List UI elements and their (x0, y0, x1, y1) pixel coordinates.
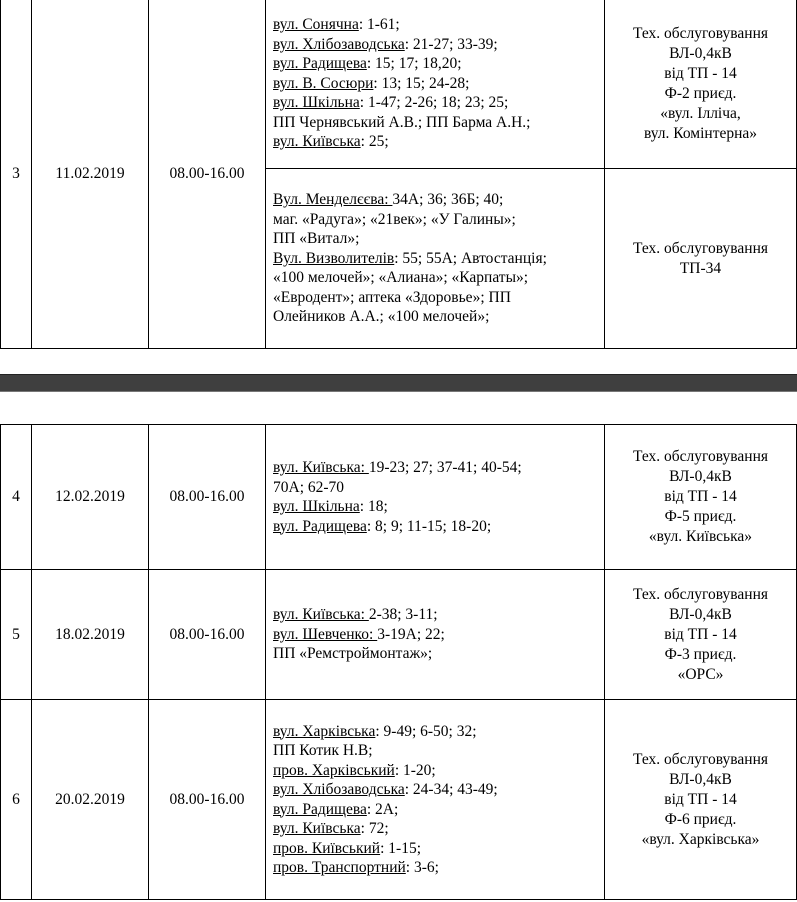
street-name: вул. Радищева (273, 800, 367, 818)
address-text: : 55; 55А; Автостанція; (394, 249, 547, 267)
street-name: пров. Харківський (273, 761, 395, 779)
address-cell (266, 700, 605, 900)
work-description-line: «вул. Харківська» (641, 830, 760, 848)
address-text: 70А; 62-70 (273, 478, 345, 496)
address-text: : 1-61; (358, 16, 400, 34)
date-cell (32, 425, 149, 570)
address-line (273, 497, 604, 517)
address-text: : 18; (359, 498, 388, 515)
address-line (273, 54, 604, 74)
address-line (273, 722, 604, 742)
street-name: вул. В. Сосюри (273, 74, 374, 92)
address-text: «100 мелочей»; «Алиана»; «Карпаты»; (273, 269, 529, 287)
address-text: : 25; (360, 133, 389, 151)
street-name: вул. Радищева (273, 517, 367, 535)
row-number: 5 (12, 625, 20, 643)
street-name: вул. Сонячна (273, 16, 359, 34)
street-name: вул. Шкільна (273, 498, 360, 515)
address-text: Олейников А.А.; «100 мелочей»; (273, 308, 490, 326)
date-cell (32, 700, 149, 900)
address-text: : 24-34; 43-49; (404, 781, 498, 798)
row-number: 4 (12, 488, 20, 505)
address-text: ПП Котик Н.В; (273, 742, 373, 759)
address-line (273, 288, 604, 308)
table-row (1, 425, 797, 570)
row-number-cell (1, 700, 32, 900)
address-cell (266, 570, 605, 700)
address-line (273, 761, 604, 781)
address-text: : 13; 15; 24-28; (373, 74, 470, 92)
work-type-cell (605, 0, 797, 169)
address-line (273, 35, 604, 55)
schedule-table-page1 (0, 0, 797, 349)
street-name: вул. Київська: (273, 459, 369, 476)
address-line (273, 210, 604, 230)
address-cell (266, 425, 605, 570)
address-line (273, 307, 604, 327)
work-description-line: ВЛ-0,4кВ (669, 770, 732, 788)
street-name: вул. Радищева (273, 55, 367, 73)
row-number: 3 (12, 164, 20, 182)
street-name: Вул. Менделєєва: (273, 191, 393, 209)
address-line (273, 741, 604, 761)
address-line (273, 249, 604, 269)
street-name: вул. Харківська (273, 722, 376, 740)
schedule-table-page2 (0, 424, 797, 900)
address-line (273, 113, 604, 133)
address-text: 34А; 36; 36Б; 40; (392, 191, 504, 209)
date-cell (32, 0, 149, 349)
address-line (273, 858, 604, 878)
address-text: : 1-20; (394, 761, 436, 779)
table-body (1, 425, 797, 900)
address-line (273, 458, 604, 478)
work-description-line: Тех. обслуговування (632, 585, 769, 603)
address-line (273, 478, 604, 498)
address-text: : 2А; (366, 800, 399, 818)
address-text: маг. «Радуга»; «21век»; «У Галины»; (273, 210, 516, 228)
work-type-cell (605, 169, 797, 349)
table-body (1, 0, 797, 349)
street-name: Вул. Визволителів (273, 249, 395, 267)
address-line (273, 625, 604, 645)
work-description-line: ВЛ-0,4кВ (669, 44, 732, 62)
work-type-cell (605, 425, 797, 570)
street-name: вул. Хлібозаводська (273, 781, 405, 798)
work-description-line: Ф-5 приєд. (664, 508, 737, 525)
row-number-cell (1, 425, 32, 570)
work-description-line: Ф-2 приєд. (664, 84, 737, 102)
address-text: : 1-47; 2-26; 18; 23; 25; (359, 94, 509, 112)
date-text: 18.02.2019 (55, 625, 125, 643)
time-cell (149, 570, 266, 700)
address-text: : 3-6; (405, 859, 439, 876)
table-row (1, 0, 797, 169)
address-line (273, 839, 604, 859)
address-text: ПП «Витал»; (273, 230, 360, 248)
address-text: 19-23; 27; 37-41; 40-54; (368, 459, 522, 476)
address-text: : 8; 9; 11-15; 18-20; (366, 517, 492, 535)
address-text: ПП «Ремстроймонтаж»; (273, 645, 433, 663)
address-text: «Евродент»; аптека «Здоровье»; ПП (273, 288, 511, 306)
address-text: : 9-49; 6-50; 32; (375, 722, 477, 740)
street-name: вул. Шкільна (273, 94, 360, 112)
row-number-cell (1, 570, 32, 700)
address-cell (266, 0, 605, 169)
time-cell (149, 425, 266, 570)
street-name: вул. Шевченко: (273, 625, 378, 643)
work-type-cell (605, 570, 797, 700)
address-text: 2-38; 3-11; (368, 606, 438, 624)
work-description-line: від ТП - 14 (664, 625, 737, 643)
address-line (273, 15, 604, 35)
time-text: 08.00-16.00 (169, 164, 245, 182)
street-name: вул. Київська: (273, 606, 369, 624)
row-number: 6 (12, 790, 20, 808)
date-text: 11.02.2019 (55, 164, 125, 182)
address-line (273, 268, 604, 288)
time-text: 08.00-16.00 (169, 625, 245, 643)
table-row (1, 570, 797, 700)
address-line (273, 780, 604, 800)
address-line (273, 517, 604, 537)
work-description-line: Тех. обслуговування (632, 239, 769, 257)
address-line (273, 229, 604, 249)
address-line (273, 74, 604, 94)
work-description-line: від ТП - 14 (664, 64, 737, 82)
work-description-line: Тех. обслуговування (632, 750, 769, 768)
work-description-line: «ОРС» (677, 665, 724, 683)
table-row (1, 700, 797, 900)
address-line (273, 800, 604, 820)
street-name: пров. Київський (273, 839, 381, 857)
work-description-line: Тех. обслуговування (632, 24, 769, 42)
street-name: пров. Транспортний (273, 859, 406, 876)
address-cell (266, 169, 605, 349)
street-name: вул. Хлібозаводська (273, 35, 405, 53)
work-description-line: «вул. Ілліча, (660, 104, 741, 122)
page-separator (0, 374, 797, 392)
address-text: 3-19А; 22; (377, 625, 445, 643)
street-name: вул. Київська (273, 820, 361, 837)
date-cell (32, 570, 149, 700)
address-text: : 15; 17; 18,20; (366, 55, 462, 73)
address-line (273, 132, 604, 152)
address-text: ПП Чернявський А.В.; ПП Барма А.Н.; (273, 113, 531, 131)
time-cell (149, 700, 266, 900)
work-description-line: Тех. обслуговування (632, 448, 769, 465)
address-line (273, 93, 604, 113)
row-number-cell (1, 0, 32, 349)
address-text: : 72; (360, 820, 389, 837)
work-description-line: ТП-34 (679, 259, 722, 277)
time-text: 08.00-16.00 (169, 488, 245, 505)
address-text: : 21-27; 33-39; (404, 35, 498, 53)
work-description-line: ВЛ-0,4кВ (669, 468, 732, 485)
address-text: : 1-15; (380, 839, 422, 857)
address-line (273, 644, 604, 664)
work-description-line: Ф-3 приєд. (664, 645, 737, 663)
work-description-line: «вул. Київська» (648, 528, 753, 545)
work-type-cell (605, 700, 797, 900)
street-name: вул. Київська (273, 133, 361, 151)
work-description-line: Ф-6 приєд. (664, 810, 737, 828)
time-text: 08.00-16.00 (169, 790, 245, 808)
work-description-line: від ТП - 14 (664, 790, 737, 808)
address-line (273, 819, 604, 839)
date-text: 12.02.2019 (55, 488, 125, 505)
work-description-line: вул. Комінтерна» (643, 124, 758, 142)
date-text: 20.02.2019 (55, 790, 125, 808)
work-description-line: ВЛ-0,4кВ (669, 605, 732, 623)
address-line (273, 605, 604, 625)
address-line (273, 190, 604, 210)
work-description-line: від ТП - 14 (664, 488, 737, 505)
time-cell (149, 0, 266, 349)
